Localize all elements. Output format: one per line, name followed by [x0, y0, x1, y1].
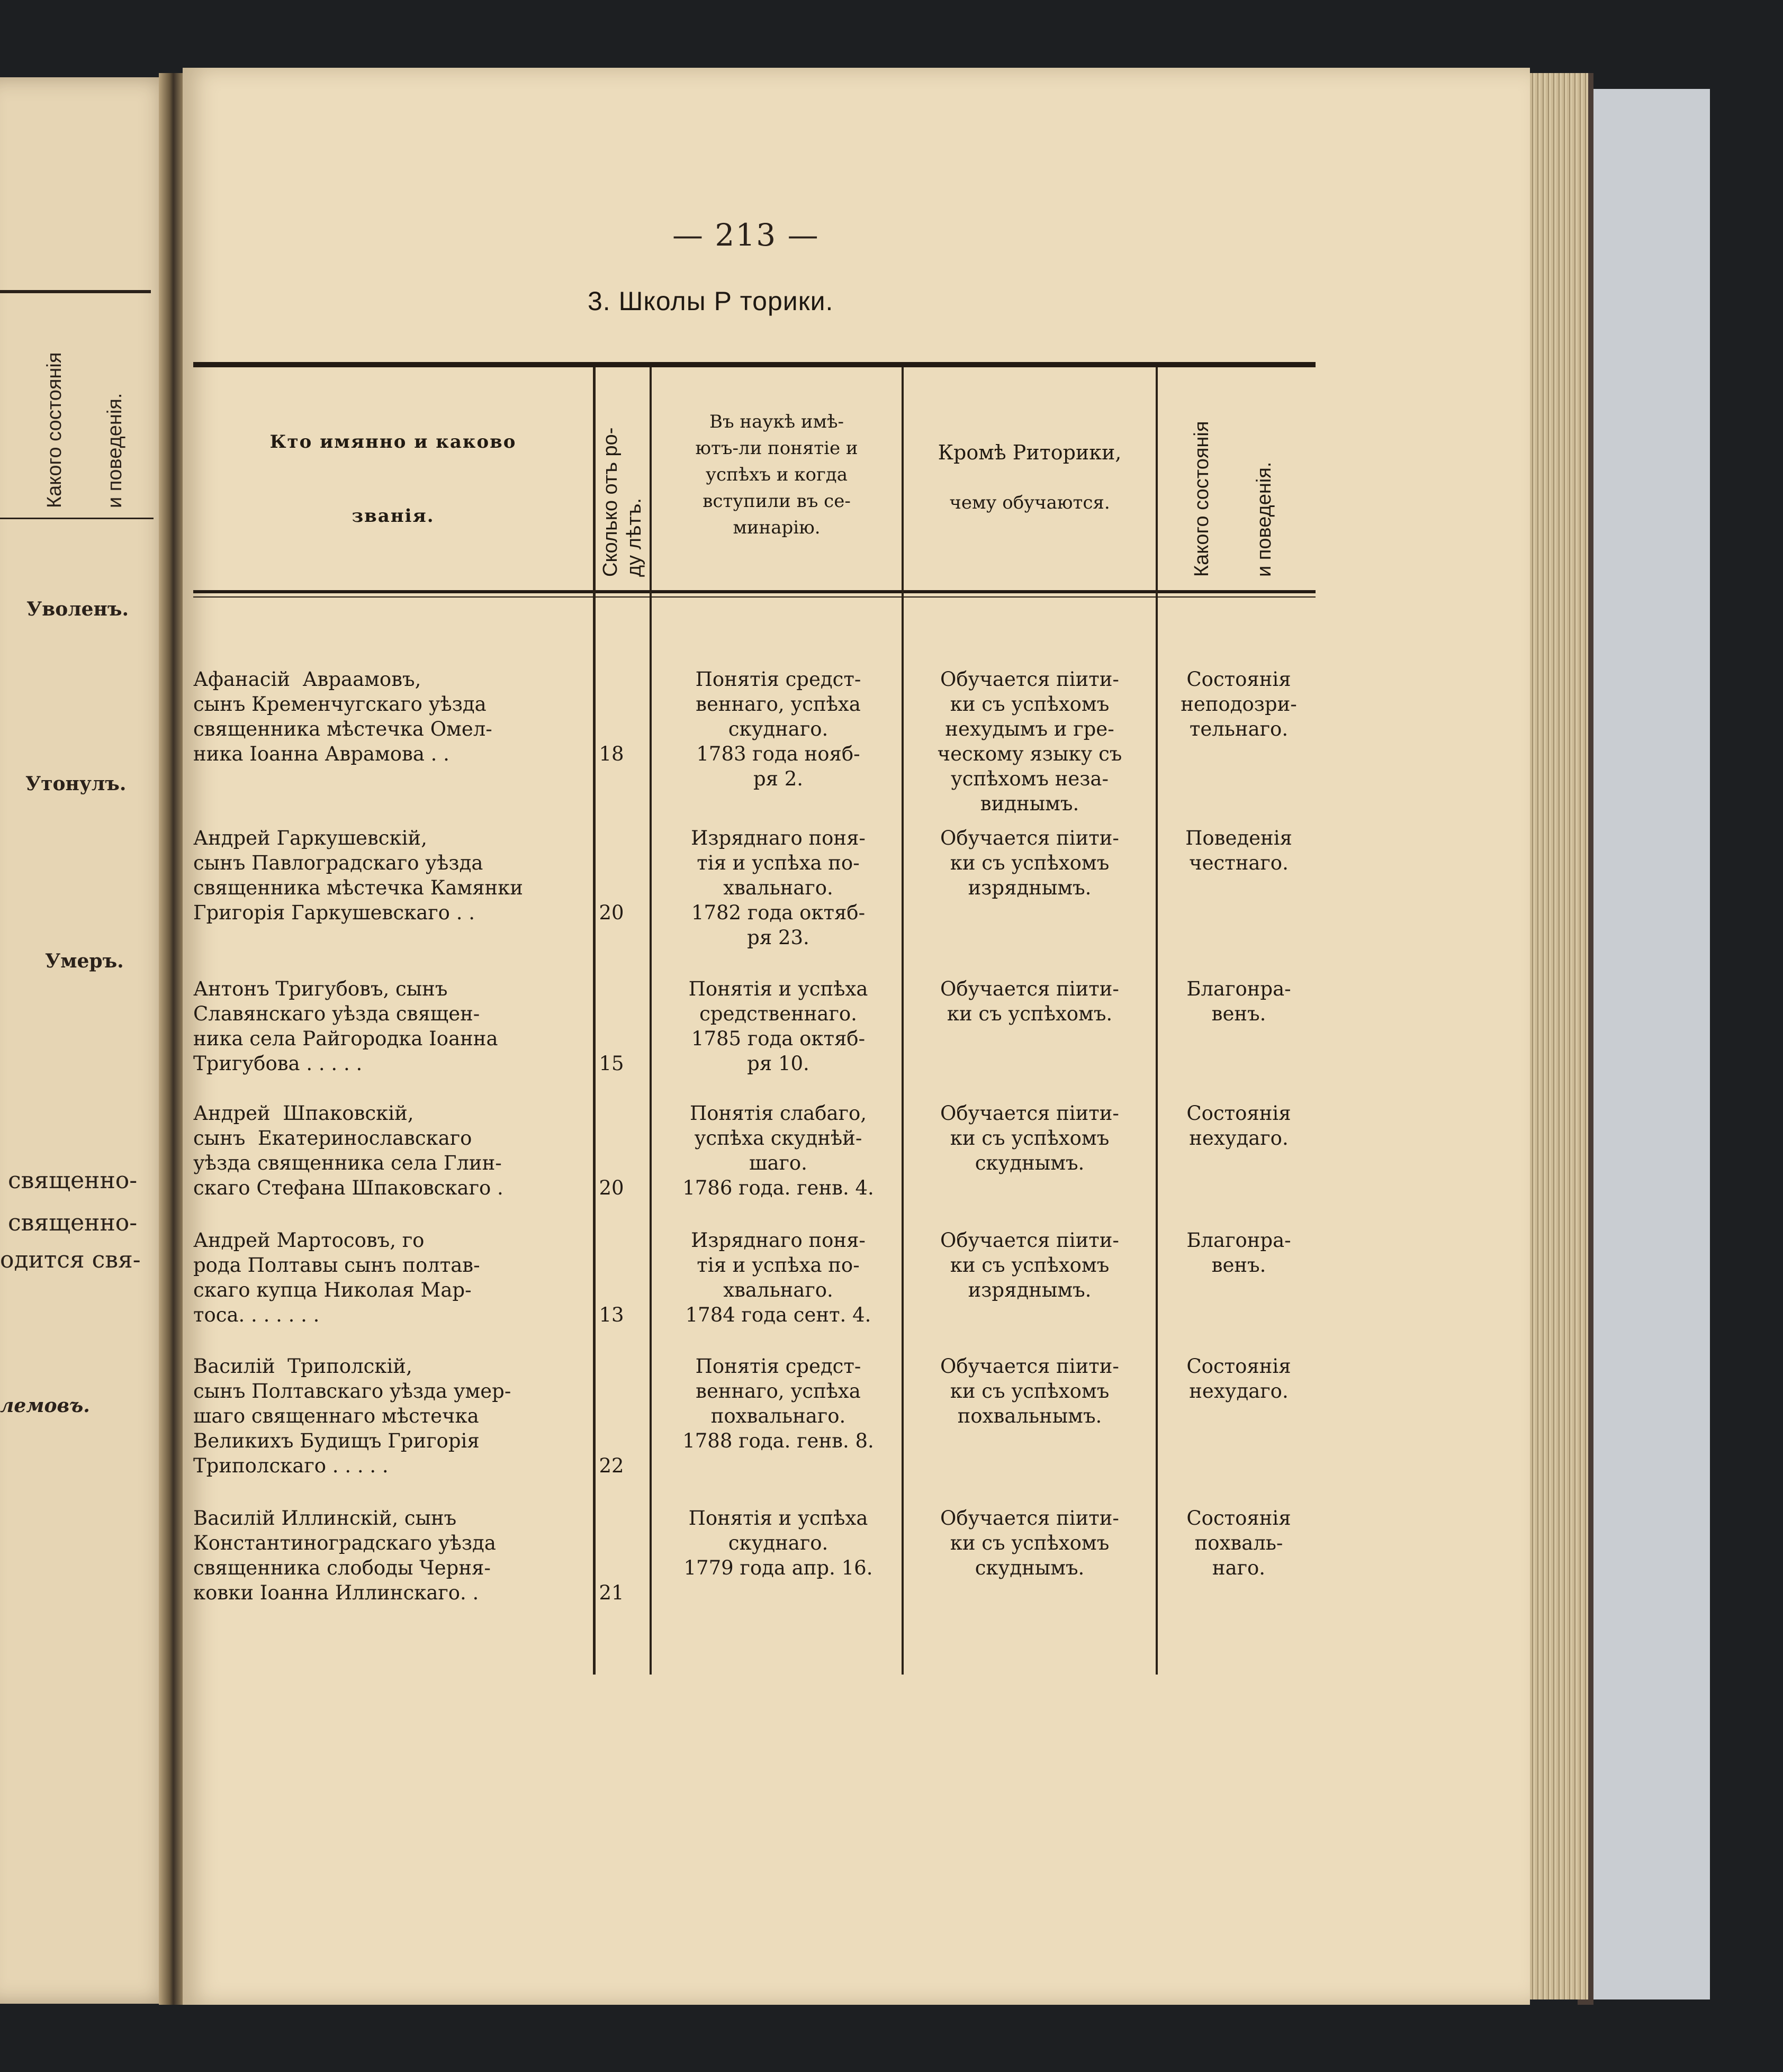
- left-entry-2: Утонулъ.: [25, 773, 127, 795]
- row-5-other-line: Обучается піити-: [940, 1229, 1119, 1252]
- row-4-sciences-line: 1786 года. генв. 4.: [682, 1177, 874, 1199]
- row-2-sciences-line: хвальнаго.: [723, 876, 833, 899]
- left-page: [0, 77, 177, 2004]
- row-4-sciences-line: Понятія слабаго,: [690, 1102, 867, 1125]
- row-6-age: 22: [599, 1454, 624, 1477]
- row-4-sciences-line: успѣха скуднѣй-: [694, 1127, 862, 1150]
- row-2-other-line: Обучается піити-: [940, 827, 1119, 849]
- students-table: [193, 360, 1316, 1672]
- row-4-other-line: скуднымъ.: [975, 1152, 1085, 1174]
- header-age-line-2: ду лѣтъ.: [623, 498, 645, 577]
- row-6-other-line: похвальнымъ.: [957, 1405, 1102, 1427]
- header-name-line-1: Кто имянно и каково: [269, 431, 517, 453]
- row-5-name-line: скаго купца Николая Мар-: [193, 1279, 472, 1301]
- book-gutter: [159, 73, 185, 2005]
- row-6-name-line: Триполскаго . . . . .: [193, 1454, 389, 1477]
- page-number: — 213 —: [672, 217, 820, 253]
- row-4-other-line: ки съ успѣхомъ: [950, 1127, 1110, 1150]
- row-3-name-line: Антонъ Тригубовъ, сынъ: [193, 978, 448, 1000]
- row-4-name-line: скаго Стефана Шпаковскаго .: [193, 1177, 503, 1199]
- row-6-name-line: Великихъ Будищъ Григорія: [193, 1429, 480, 1452]
- row-7-sciences-line: скуднаго.: [728, 1532, 829, 1554]
- row-1-name-line: Афанасій Авраамовъ,: [193, 668, 421, 691]
- row-5-name-line: тоса. . . . . . .: [193, 1304, 320, 1326]
- header-other-line-1: Кромѣ Риторики,: [938, 441, 1122, 464]
- row-4-name-line: сынъ Екатеринославскаго: [193, 1127, 472, 1150]
- row-3-sciences-line: ря 10.: [747, 1052, 809, 1075]
- left-header-line-2: и поведенія.: [104, 393, 126, 508]
- row-7-name-line: Константиноградскаго уѣзда: [193, 1532, 496, 1554]
- row-1-sciences-line: ря 2.: [753, 767, 804, 790]
- left-fragment-1: священно-: [8, 1167, 138, 1194]
- row-7-other-line: Обучается піити-: [940, 1507, 1119, 1530]
- header-name-line-2: званія.: [352, 505, 435, 527]
- row-1-sciences-line: Понятія средст-: [695, 668, 861, 691]
- row-3-age: 15: [599, 1052, 624, 1075]
- row-3-sciences-line: 1785 года октяб-: [691, 1027, 866, 1050]
- row-6-sciences-line: Понятія средст-: [695, 1355, 861, 1378]
- row-1-name-line: священника мѣстечка Омел-: [193, 718, 492, 740]
- row-2-name-line: Григорія Гаркушевскаго . .: [193, 901, 475, 924]
- row-1-condition-line: тельнаго.: [1189, 718, 1289, 740]
- row-1-name-line: сынъ Кременчугскаго уѣзда: [193, 693, 487, 716]
- header-age-line-1: Сколько отъ ро-: [599, 427, 622, 577]
- row-2-name-line: Андрей Гаркушевскій,: [193, 827, 427, 849]
- row-1-other-line: успѣхомъ неза-: [951, 767, 1109, 790]
- row-2-age: 20: [599, 901, 624, 924]
- row-2-name-line: священника мѣстечка Камянки: [193, 876, 523, 899]
- row-1-sciences-line: 1783 года нояб-: [696, 743, 860, 765]
- header-condition-line-1: Какого состоянія: [1191, 421, 1213, 577]
- row-5-age: 13: [599, 1304, 624, 1326]
- row-5-other-line: ки съ успѣхомъ: [950, 1254, 1110, 1277]
- left-fragment-2: священно-: [8, 1209, 138, 1236]
- row-2-sciences-line: 1782 года октяб-: [691, 901, 866, 924]
- row-7-condition-line: похваль-: [1194, 1532, 1283, 1554]
- row-7-condition-line: Состоянія: [1186, 1507, 1291, 1530]
- row-1-age: 18: [599, 743, 624, 765]
- row-6-name-line: Василій Триполскій,: [193, 1355, 412, 1378]
- row-5-condition-line: венъ.: [1211, 1254, 1266, 1277]
- row-3-condition-line: Благонра-: [1186, 978, 1291, 1000]
- row-5-name-line: Андрей Мартосовъ, го: [193, 1229, 425, 1252]
- row-1-condition-line: Состоянія: [1186, 668, 1291, 691]
- row-1-sciences-line: веннаго, успѣха: [696, 693, 861, 716]
- row-2-other-line: изряднымъ.: [968, 876, 1092, 899]
- column-divider-name: [593, 367, 596, 1675]
- row-3-condition-line: венъ.: [1211, 1002, 1266, 1025]
- row-5-sciences-line: хвальнаго.: [723, 1279, 833, 1301]
- header-sciences-line-2: ютъ-ли понятіе и: [695, 438, 858, 459]
- row-4-name-line: уѣзда священника села Глин-: [193, 1152, 502, 1174]
- row-1-other-line: ки съ успѣхомъ: [950, 693, 1110, 716]
- row-4-sciences-line: шаго.: [749, 1152, 807, 1174]
- row-2-sciences-line: Изряднаго поня-: [691, 827, 866, 849]
- table-header-rule-thin: [193, 596, 1316, 598]
- header-sciences-line-4: вступили въ се-: [703, 491, 851, 512]
- row-4-age: 20: [599, 1177, 624, 1199]
- row-1-other-line: нехудымъ и гре-: [945, 718, 1114, 740]
- row-3-name-line: Тригубова . . . . .: [193, 1052, 363, 1075]
- left-entry-1: Уволенъ.: [26, 598, 129, 620]
- row-7-other-line: ки съ успѣхомъ: [950, 1532, 1110, 1554]
- row-6-sciences-line: 1788 года. генв. 8.: [682, 1429, 874, 1452]
- row-4-name-line: Андрей Шпаковскій,: [193, 1102, 414, 1125]
- row-5-sciences-line: Изряднаго поня-: [691, 1229, 866, 1252]
- left-header-line-1: Какого состоянія: [43, 352, 66, 508]
- row-7-name-line: священника слободы Черня-: [193, 1557, 491, 1579]
- row-6-name-line: шаго священнаго мѣстечка: [193, 1405, 479, 1427]
- row-3-sciences-line: Понятія и успѣха: [688, 978, 868, 1000]
- left-page-rule-top: [0, 290, 151, 293]
- page-edges: [1530, 73, 1588, 1999]
- row-7-name-line: ковки Іоанна Иллинскаго. .: [193, 1581, 479, 1604]
- header-condition-line-2: и поведенія.: [1253, 462, 1275, 577]
- row-3-other-line: Обучается піити-: [940, 978, 1119, 1000]
- row-1-other-line: ческому языку съ: [937, 743, 1122, 765]
- column-divider-age: [650, 367, 652, 1675]
- header-other-line-2: чему обучаются.: [949, 492, 1110, 513]
- row-1-other-line: виднымъ.: [980, 792, 1079, 815]
- left-page-rule-head: [0, 518, 154, 519]
- row-5-condition-line: Благонра-: [1186, 1229, 1291, 1252]
- left-fragment-3: одится свя-: [0, 1246, 141, 1273]
- row-5-other-line: изряднымъ.: [968, 1279, 1092, 1301]
- row-6-name-line: сынъ Полтавскаго уѣзда умер-: [193, 1380, 511, 1403]
- row-3-other-line: ки съ успѣхомъ.: [947, 1002, 1113, 1025]
- header-sciences-line-1: Въ наукѣ имѣ-: [709, 411, 844, 432]
- left-italic-fragment: лемовъ.: [0, 1395, 90, 1417]
- row-2-condition-line: Поведенія: [1185, 827, 1292, 849]
- header-sciences-line-3: успѣхъ и когда: [705, 464, 848, 485]
- section-title: 3. Школы Р торики.: [588, 286, 834, 316]
- row-1-sciences-line: скуднаго.: [728, 718, 829, 740]
- row-2-sciences-line: ря 23.: [747, 926, 809, 949]
- row-7-age: 21: [599, 1581, 624, 1604]
- row-2-condition-line: честнаго.: [1189, 852, 1289, 874]
- row-4-condition-line: нехудаго.: [1189, 1127, 1289, 1150]
- row-1-other-line: Обучается піити-: [940, 668, 1119, 691]
- row-6-condition-line: Состоянія: [1186, 1355, 1291, 1378]
- row-5-sciences-line: тія и успѣха по-: [697, 1254, 860, 1277]
- row-6-sciences-line: похвальнаго.: [710, 1405, 846, 1427]
- row-6-other-line: ки съ успѣхомъ: [950, 1380, 1110, 1403]
- row-6-sciences-line: веннаго, успѣха: [696, 1380, 861, 1403]
- row-5-name-line: рода Полтавы сынъ полтав-: [193, 1254, 480, 1277]
- row-2-other-line: ки съ успѣхомъ: [950, 852, 1110, 874]
- left-entry-3: Умеръ.: [45, 950, 124, 972]
- header-sciences-line-5: минарію.: [733, 517, 821, 538]
- row-4-other-line: Обучается піити-: [940, 1102, 1119, 1125]
- row-2-sciences-line: тія и успѣха по-: [697, 852, 860, 874]
- row-4-condition-line: Состоянія: [1186, 1102, 1291, 1125]
- row-6-other-line: Обучается піити-: [940, 1355, 1119, 1378]
- row-7-sciences-line: 1779 года апр. 16.: [683, 1557, 873, 1579]
- row-1-condition-line: неподозри-: [1181, 693, 1297, 716]
- table-header-rule: [193, 590, 1316, 593]
- row-7-other-line: скуднымъ.: [975, 1557, 1085, 1579]
- row-2-name-line: сынъ Павлоградскаго уѣзда: [193, 852, 483, 874]
- column-divider-other: [1156, 367, 1158, 1675]
- background-strip: [1593, 89, 1710, 1999]
- table-top-rule: [193, 362, 1316, 367]
- row-7-condition-line: наго.: [1212, 1557, 1266, 1579]
- row-3-name-line: ника села Райгородка Іоанна: [193, 1027, 498, 1050]
- row-6-condition-line: нехудаго.: [1189, 1380, 1289, 1403]
- row-3-name-line: Славянскаго уѣзда священ-: [193, 1002, 480, 1025]
- row-5-sciences-line: 1784 года сент. 4.: [685, 1304, 871, 1326]
- row-7-sciences-line: Понятія и успѣха: [688, 1507, 868, 1530]
- row-3-sciences-line: средственнаго.: [699, 1002, 857, 1025]
- row-7-name-line: Василій Иллинскій, сынъ: [193, 1507, 457, 1530]
- row-1-name-line: ника Іоанна Аврамова . .: [193, 743, 449, 765]
